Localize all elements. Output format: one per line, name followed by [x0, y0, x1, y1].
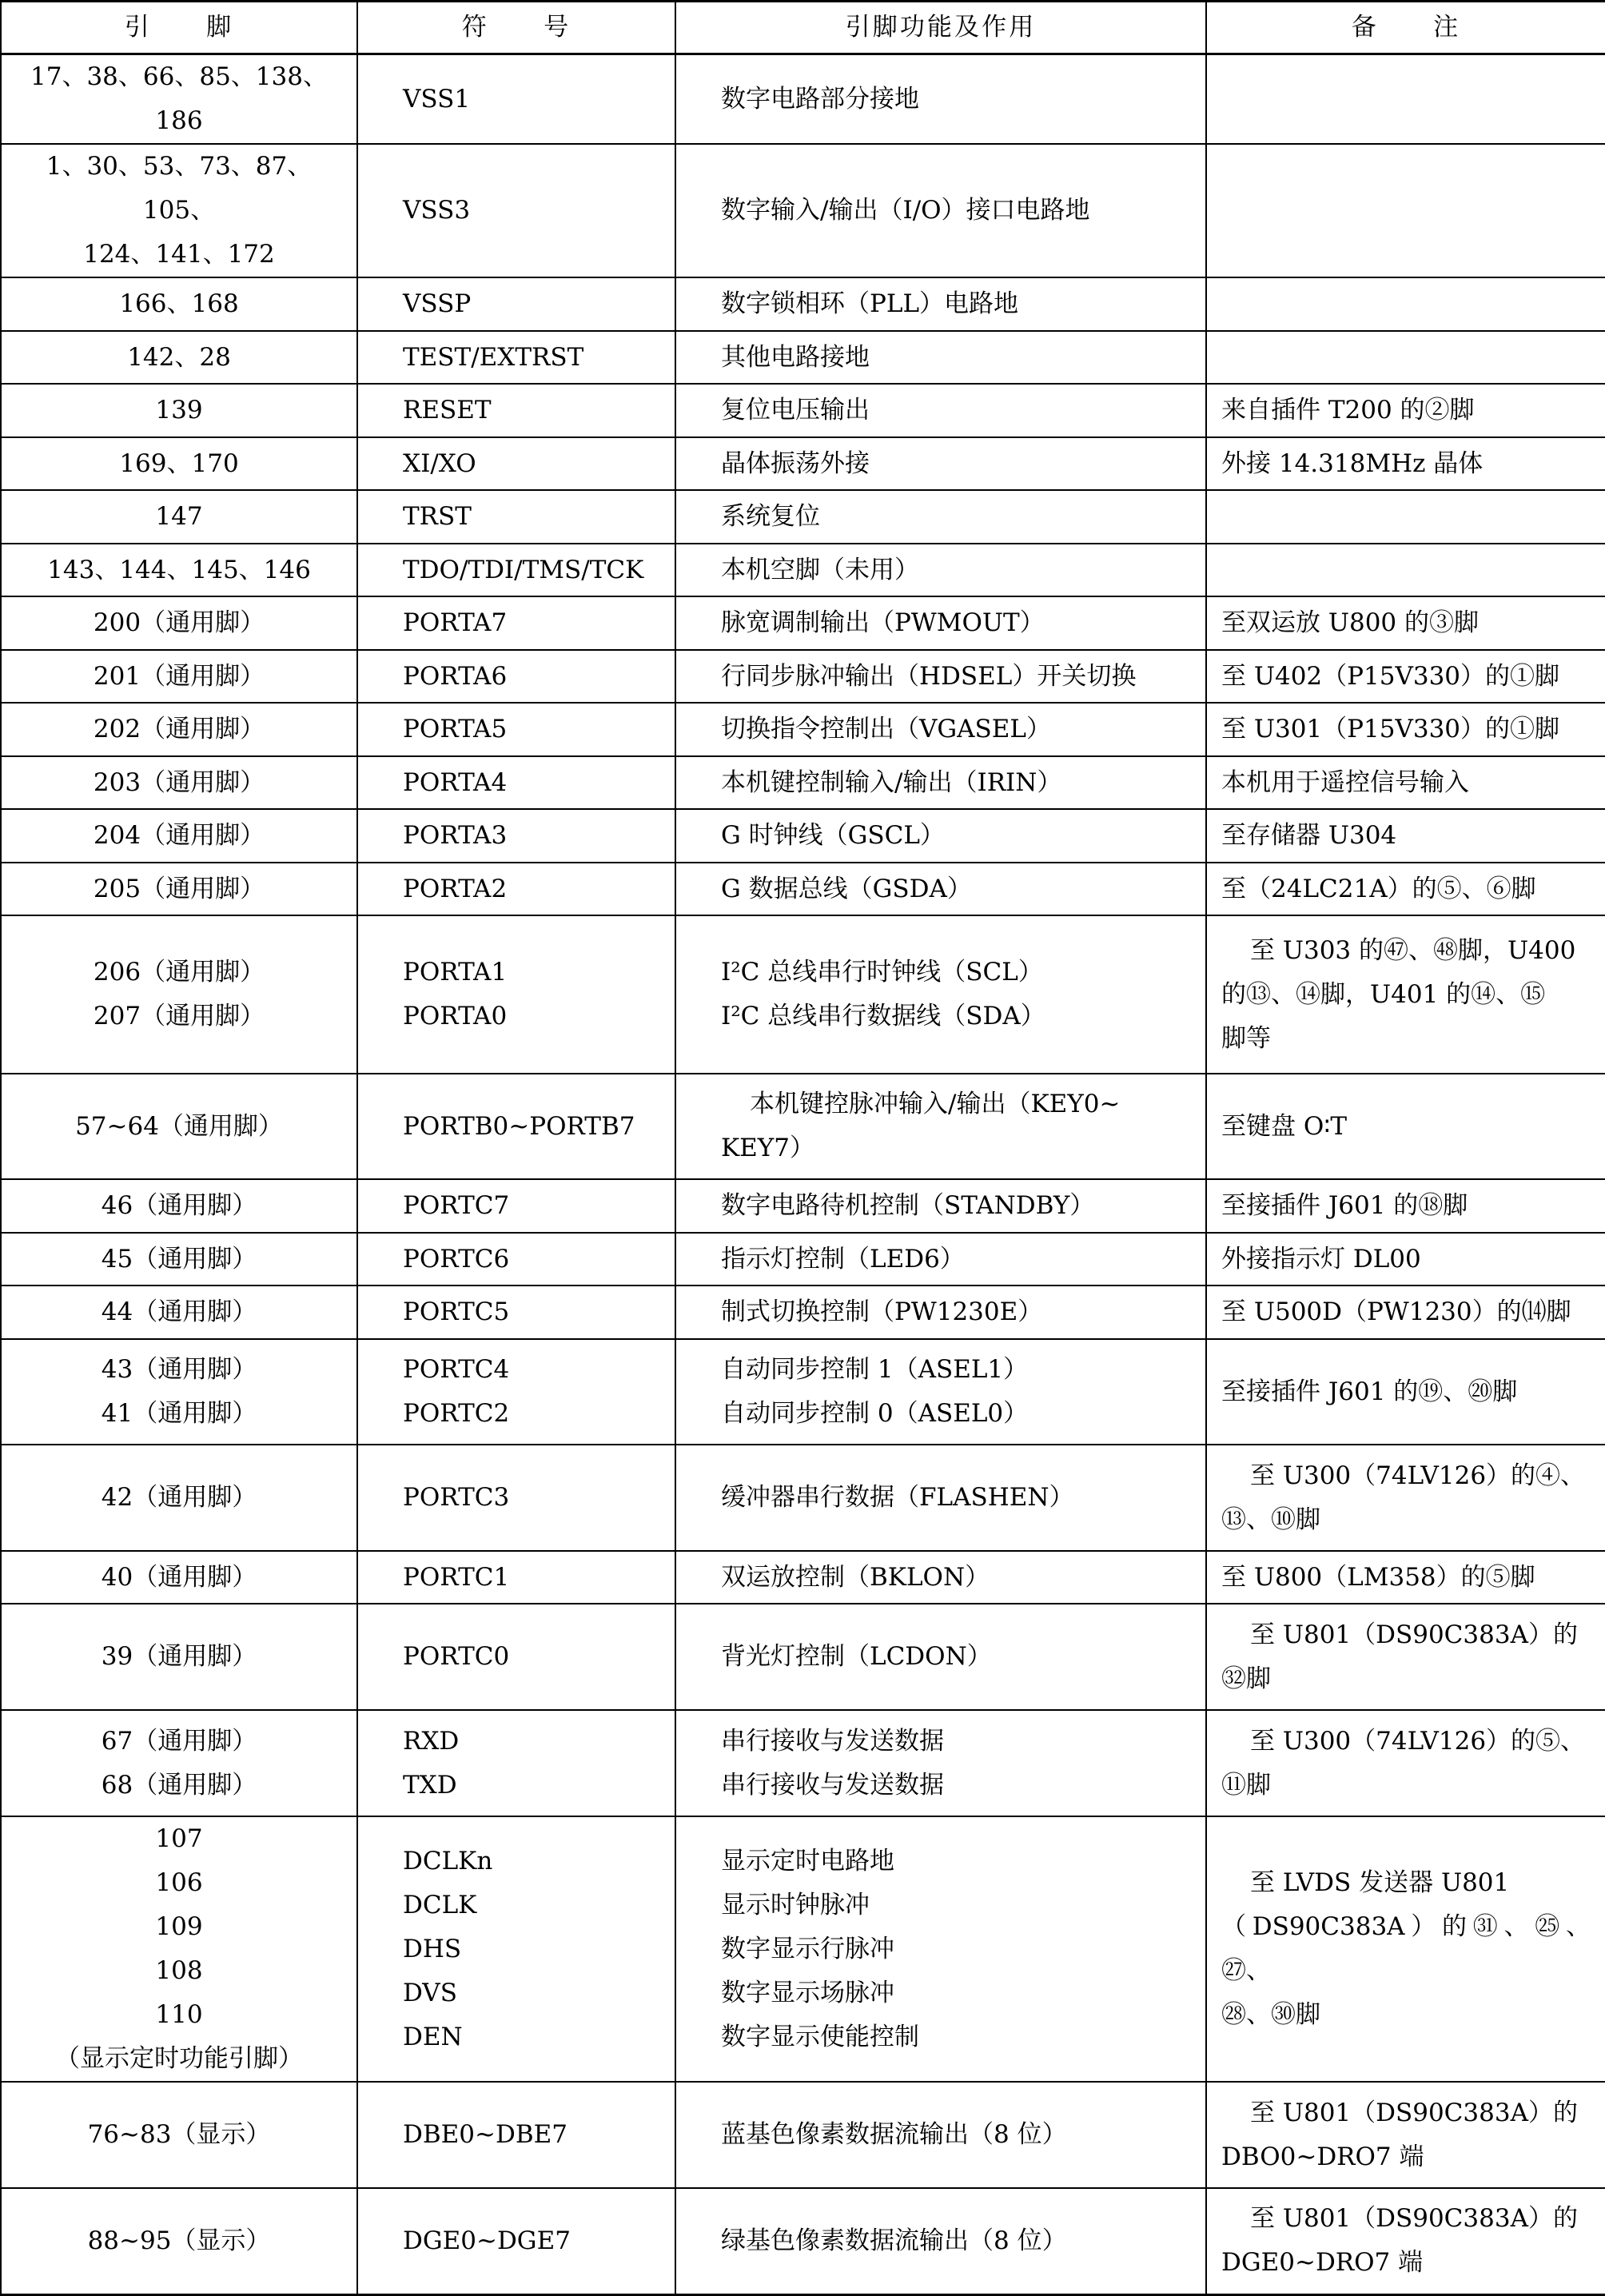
note-cell-line: 至键盘 O∶T [1221, 1111, 1348, 1141]
note-cell-line: 至 U303 的㊼、㊽脚，U400 [1250, 935, 1576, 965]
note-cell-line: 至接插件 J601 的⑲、⑳脚 [1221, 1377, 1518, 1406]
symbol-cell-line: RXD [403, 1726, 460, 1756]
function-cell [675, 863, 1206, 915]
symbol-cell-line: PORTA2 [403, 874, 508, 903]
function-cell-line: I²C 总线串行数据线（SDA） [721, 1002, 1045, 1030]
note-cell [1206, 1710, 1605, 1816]
function-cell-line: 背光灯控制（LCDON） [721, 1642, 992, 1671]
pin-cell-line: 45（通用脚） [101, 1244, 257, 1274]
table-row [1, 596, 1605, 650]
note-cell-line: ㉘、㉚脚 [1221, 2000, 1320, 2029]
table-row [1, 863, 1605, 915]
symbol-cell-line: PORTA5 [403, 715, 508, 743]
symbol-cell-line: PORTC7 [403, 1191, 510, 1220]
function-cell [675, 437, 1206, 490]
symbol-cell-line: PORTA1 [403, 958, 508, 987]
pin-cell-line: 201（通用脚） [93, 661, 265, 691]
symbol-cell [357, 331, 675, 384]
symbol-cell-line: PORTA7 [403, 608, 508, 637]
pin-cell [1, 650, 357, 703]
pin-cell-line: 41（通用脚） [101, 1399, 257, 1428]
function-cell-line: I²C 总线串行时钟线（SCL） [721, 958, 1043, 987]
table-row [1, 1233, 1605, 1286]
symbol-cell [357, 277, 675, 331]
note-cell [1206, 1551, 1605, 1604]
note-cell-line: DBO0~DRO7 端 [1221, 2142, 1424, 2171]
table-row [1, 490, 1605, 544]
symbol-cell-line: PORTA3 [403, 821, 508, 850]
note-cell [1206, 544, 1605, 596]
function-cell-line: 制式切换控制（PW1230E） [721, 1297, 1043, 1326]
pin-cell-line: 205（通用脚） [93, 874, 265, 903]
pin-cell [1, 809, 357, 863]
note-cell-line: 至 U800（LM358）的⑤脚 [1221, 1562, 1535, 1592]
symbol-cell [357, 650, 675, 703]
symbol-cell-line: PORTC0 [403, 1642, 510, 1671]
table-row [1, 1551, 1605, 1604]
function-cell [675, 1445, 1206, 1551]
table-row [1, 544, 1605, 596]
pin-cell [1, 277, 357, 331]
pin-cell-line: 39（通用脚） [101, 1642, 257, 1671]
table-row [1, 1339, 1605, 1445]
note-cell [1206, 384, 1605, 437]
function-cell-line: G 数据总线（GSDA） [721, 874, 972, 903]
note-cell [1206, 1233, 1605, 1286]
symbol-cell [357, 596, 675, 650]
note-cell-line: 至 U300（74LV126）的④、 [1250, 1461, 1586, 1490]
symbol-cell-line: TRST [403, 502, 472, 531]
function-cell-line: 本机空脚（未用） [721, 555, 919, 584]
symbol-cell-line: PORTC2 [403, 1399, 510, 1428]
table-row [1, 331, 1605, 384]
note-cell [1206, 863, 1605, 915]
pin-cell [1, 544, 357, 596]
pin-cell-line: 166、168 [119, 289, 239, 318]
pin-cell-line: 46（通用脚） [101, 1191, 257, 1220]
function-cell [675, 1074, 1206, 1179]
function-cell [675, 703, 1206, 756]
note-cell-line: 至 U402（P15V330）的①脚 [1221, 661, 1560, 691]
pin-cell-line: 43（通用脚） [101, 1355, 257, 1384]
note-cell-line: 的⑬、⑭脚，U401 的⑭、⑮ [1221, 979, 1546, 1009]
function-cell [675, 2188, 1206, 2294]
symbol-cell-line: PORTB0~PORTB7 [403, 1111, 635, 1141]
pin-cell-line: 203（通用脚） [93, 767, 265, 797]
function-cell-line: 数字电路部分接地 [721, 84, 919, 114]
function-cell [675, 650, 1206, 703]
note-cell-line: ⑬、⑩脚 [1221, 1505, 1320, 1534]
pin-cell-line: 207（通用脚） [93, 1002, 265, 1030]
pin-cell-line: 67（通用脚） [101, 1726, 257, 1756]
symbol-cell-line: DHS [403, 1934, 462, 1963]
symbol-cell-line: PORTA4 [403, 767, 508, 797]
pin-cell-line: 200（通用脚） [93, 608, 265, 637]
symbol-cell [357, 437, 675, 490]
function-cell [675, 1816, 1206, 2082]
symbol-cell-line: PORTA0 [403, 1002, 508, 1030]
function-cell-line: G 时钟线（GSCL） [721, 821, 945, 850]
pin-cell-line: 107 [155, 1824, 203, 1853]
table-row [1, 756, 1605, 809]
note-cell-line: DGE0~DRO7 端 [1221, 2248, 1424, 2278]
function-cell-line: 晶体振荡外接 [721, 448, 870, 478]
pin-cell [1, 437, 357, 490]
note-cell [1206, 2188, 1605, 2294]
symbol-cell-line: PORTC4 [403, 1355, 510, 1384]
function-cell-line: 数字显示使能控制 [721, 2022, 919, 2051]
note-cell-line: ㉜脚 [1221, 1664, 1271, 1693]
note-cell-line: 至接插件 J601 的⑱脚 [1221, 1191, 1468, 1220]
symbol-cell [357, 1445, 675, 1551]
note-cell [1206, 2082, 1605, 2188]
table-row [1, 144, 1605, 277]
note-cell [1206, 1604, 1605, 1710]
note-cell-line: 至存储器 U304 [1221, 821, 1397, 850]
symbol-cell [357, 384, 675, 437]
symbol-cell-line: DVS [403, 1978, 457, 2007]
pin-cell [1, 1286, 357, 1339]
pin-cell-line: （显示定时功能引脚） [55, 2044, 303, 2073]
function-cell [675, 809, 1206, 863]
table-row [1, 703, 1605, 756]
pin-cell [1, 1233, 357, 1286]
symbol-cell-line: VSSP [403, 289, 472, 318]
pin-cell [1, 703, 357, 756]
function-cell [675, 544, 1206, 596]
note-cell-line: 至 U500D（PW1230）的⒁脚 [1221, 1297, 1571, 1326]
note-cell [1206, 437, 1605, 490]
function-cell [675, 54, 1206, 145]
function-cell-line: 本机键控制输入/输出（IRIN） [721, 767, 1062, 797]
function-cell [675, 915, 1206, 1074]
symbol-cell [357, 544, 675, 596]
function-cell-line: 复位电压输出 [721, 396, 870, 425]
symbol-cell [357, 490, 675, 544]
note-cell-line: 至 U801（DS90C383A）的 [1250, 2098, 1578, 2127]
note-cell [1206, 650, 1605, 703]
table-row [1, 1074, 1605, 1179]
function-cell [675, 1179, 1206, 1233]
symbol-cell [357, 1286, 675, 1339]
note-cell [1206, 54, 1605, 145]
table-row [1, 437, 1605, 490]
function-cell-line: 缓冲器串行数据（FLASHEN） [721, 1483, 1074, 1512]
note-cell [1206, 1179, 1605, 1233]
function-cell [675, 384, 1206, 437]
symbol-cell [357, 1816, 675, 2082]
symbol-cell [357, 1179, 675, 1233]
note-cell [1206, 144, 1605, 277]
table-row [1, 650, 1605, 703]
note-cell-line: 至双运放 U800 的③脚 [1221, 608, 1480, 637]
pin-cell-line: 147 [155, 502, 203, 531]
pin-cell [1, 1604, 357, 1710]
pin-cell [1, 1179, 357, 1233]
note-cell-line: 至（24LC21A）的⑤、⑥脚 [1221, 874, 1536, 903]
note-cell-line: 至 LVDS 发送器 U801 [1250, 1868, 1510, 1897]
table-row [1, 1179, 1605, 1233]
pin-cell-line: 40（通用脚） [101, 1562, 257, 1592]
table-row [1, 384, 1605, 437]
function-cell-line: 系统复位 [721, 502, 820, 531]
symbol-cell [357, 2082, 675, 2188]
pin-cell [1, 1816, 357, 2082]
note-cell-line: 至 U301（P15V330）的①脚 [1221, 715, 1560, 743]
function-cell-line: 串行接收与发送数据 [721, 1726, 944, 1756]
note-cell-line: 脚等 [1221, 1023, 1271, 1053]
symbol-cell [357, 2188, 675, 2294]
pin-cell [1, 384, 357, 437]
function-cell [675, 1233, 1206, 1286]
table-header [1, 2, 1605, 54]
symbol-cell [357, 144, 675, 277]
symbol-cell [357, 1604, 675, 1710]
function-cell-line: 蓝基色像素数据流输出（8 位） [721, 2120, 1067, 2149]
pin-cell-line: 169、170 [119, 448, 239, 478]
pin-cell [1, 2188, 357, 2294]
pin-cell-line: 142、28 [127, 342, 231, 372]
header-pin: 引 脚 [1, 2, 357, 54]
symbol-cell-line: PORTC1 [403, 1562, 510, 1592]
note-cell [1206, 703, 1605, 756]
function-cell-line: 本机键控脉冲输入/输出（KEY0~ [750, 1090, 1121, 1118]
symbol-cell-line: DBE0~DBE7 [403, 2120, 568, 2149]
function-cell [675, 490, 1206, 544]
function-cell [675, 1551, 1206, 1604]
pin-cell [1, 756, 357, 809]
symbol-cell-line: PORTC5 [403, 1297, 510, 1326]
note-cell [1206, 1816, 1605, 2082]
function-cell-line: 显示定时电路地 [721, 1846, 894, 1875]
pin-cell [1, 1445, 357, 1551]
symbol-cell-line: TEST/EXTRST [403, 342, 584, 372]
function-cell [675, 1339, 1206, 1445]
pin-cell [1, 863, 357, 915]
pin-cell-line: 143、144、145、146 [47, 555, 311, 584]
symbol-cell [357, 1074, 675, 1179]
table-row [1, 1710, 1605, 1816]
function-cell-line: 数字输入/输出（I/O）接口电路地 [721, 196, 1090, 225]
symbol-cell-line: DCLKn [403, 1846, 493, 1875]
symbol-cell-line: PORTA6 [403, 661, 508, 691]
pin-cell-line: 124、141、172 [83, 240, 275, 269]
pin-cell-line: 1、30、53、73、87、105、 [46, 152, 313, 225]
pin-cell-line: 17、38、66、85、138、186 [30, 62, 328, 135]
pin-cell-line: 108 [155, 1956, 203, 1985]
table-row [1, 915, 1605, 1074]
note-cell [1206, 1286, 1605, 1339]
note-cell-line: 至 U801（DS90C383A）的 [1250, 1620, 1578, 1649]
pin-cell [1, 1710, 357, 1816]
note-cell-line: （DS90C383A）的㉛、㉕、㉗、 [1221, 1912, 1591, 1985]
function-cell-line: 数字电路待机控制（STANDBY） [721, 1191, 1095, 1220]
symbol-cell-line: XI/XO [403, 448, 476, 478]
table-row [1, 809, 1605, 863]
symbol-cell [357, 915, 675, 1074]
table-row [1, 2082, 1605, 2188]
function-cell-line: 串行接收与发送数据 [721, 1770, 944, 1800]
note-cell [1206, 809, 1605, 863]
note-cell-line: 外接指示灯 DL00 [1221, 1244, 1421, 1274]
function-cell-line: KEY7） [721, 1134, 814, 1162]
table-row [1, 1445, 1605, 1551]
note-cell-line: 本机用于遥控信号输入 [1221, 767, 1469, 797]
pin-cell-line: 76~83（显示） [87, 2120, 271, 2149]
pin-cell-line: 106 [155, 1868, 203, 1897]
header-symbol: 符 号 [357, 2, 675, 54]
pin-cell [1, 1339, 357, 1445]
pin-cell-line: 110 [155, 2000, 203, 2029]
note-cell [1206, 277, 1605, 331]
pin-cell [1, 1551, 357, 1604]
header-note: 备 注 [1206, 2, 1605, 54]
symbol-cell [357, 703, 675, 756]
table-row [1, 1816, 1605, 2082]
pin-cell [1, 331, 357, 384]
symbol-cell-line: TXD [403, 1770, 457, 1800]
table-row [1, 2188, 1605, 2294]
function-cell-line: 其他电路接地 [721, 342, 870, 372]
note-cell-line: 至 U300（74LV126）的⑤、 [1250, 1726, 1586, 1756]
function-cell [675, 144, 1206, 277]
table-row [1, 54, 1605, 145]
note-cell [1206, 490, 1605, 544]
function-cell [675, 2082, 1206, 2188]
symbol-cell-line: RESET [403, 396, 492, 425]
pin-cell [1, 1074, 357, 1179]
pin-cell-line: 44（通用脚） [101, 1297, 257, 1326]
note-cell-line: ⑪脚 [1221, 1770, 1271, 1800]
pin-cell [1, 54, 357, 145]
table-row [1, 1286, 1605, 1339]
symbol-cell [357, 863, 675, 915]
pin-cell-line: 202（通用脚） [93, 715, 265, 743]
function-cell [675, 1710, 1206, 1816]
pin-cell-line: 57~64（通用脚） [75, 1111, 283, 1141]
symbol-cell-line: DEN [403, 2022, 463, 2051]
symbol-cell-line: PORTC3 [403, 1483, 510, 1512]
function-cell-line: 切换指令控制出（VGASEL） [721, 715, 1051, 743]
symbol-cell-line: DCLK [403, 1890, 477, 1919]
symbol-cell-line: DGE0~DGE7 [403, 2226, 571, 2255]
note-cell [1206, 915, 1605, 1074]
note-cell-line: 外接 14.318MHz 晶体 [1221, 448, 1484, 478]
symbol-cell [357, 1233, 675, 1286]
pin-cell-line: 109 [155, 1912, 203, 1941]
symbol-cell [357, 756, 675, 809]
pin-cell-line: 42（通用脚） [101, 1483, 257, 1512]
symbol-cell-line: VSS1 [403, 84, 471, 114]
header-function: 引脚功能及作用 [675, 2, 1206, 54]
symbol-cell [357, 1551, 675, 1604]
table-body [1, 54, 1605, 2295]
pin-cell-line: 68（通用脚） [101, 1770, 257, 1800]
function-cell-line: 脉宽调制输出（PWMOUT） [721, 608, 1045, 637]
symbol-cell-line: TDO/TDI/TMS/TCK [403, 555, 644, 584]
function-cell [675, 756, 1206, 809]
function-cell [675, 331, 1206, 384]
table-row [1, 1604, 1605, 1710]
function-cell-line: 数字显示行脉冲 [721, 1934, 894, 1963]
pin-cell [1, 2082, 357, 2188]
function-cell-line: 指示灯控制（LED6） [721, 1244, 965, 1274]
function-cell-line: 自动同步控制 1（ASEL1） [721, 1355, 1029, 1384]
note-cell [1206, 756, 1605, 809]
note-cell [1206, 331, 1605, 384]
function-cell-line: 双运放控制（BKLON） [721, 1562, 990, 1592]
pin-cell [1, 490, 357, 544]
note-cell-line: 至 U801（DS90C383A）的 [1250, 2204, 1578, 2234]
function-cell [675, 1604, 1206, 1710]
function-cell [675, 1286, 1206, 1339]
function-cell-line: 数字显示场脉冲 [721, 1978, 894, 2007]
function-cell [675, 277, 1206, 331]
pin-cell-line: 204（通用脚） [93, 821, 265, 850]
note-cell-line: 来自插件 T200 的②脚 [1221, 396, 1475, 425]
note-cell [1206, 596, 1605, 650]
note-cell [1206, 1074, 1605, 1179]
function-cell-line: 绿基色像素数据流输出（8 位） [721, 2226, 1067, 2255]
function-cell-line: 数字锁相环（PLL）电路地 [721, 289, 1019, 318]
note-cell [1206, 1339, 1605, 1445]
function-cell [675, 596, 1206, 650]
symbol-cell-line: VSS3 [403, 196, 471, 225]
pin-cell-line: 139 [155, 396, 203, 425]
symbol-cell [357, 54, 675, 145]
function-cell-line: 自动同步控制 0（ASEL0） [721, 1399, 1029, 1428]
symbol-cell-line: PORTC6 [403, 1244, 510, 1274]
pin-cell-line: 88~95（显示） [87, 2226, 271, 2255]
symbol-cell [357, 1339, 675, 1445]
table-row [1, 277, 1605, 331]
pin-cell-line: 206（通用脚） [93, 958, 265, 987]
pin-cell [1, 596, 357, 650]
pin-cell [1, 144, 357, 277]
symbol-cell [357, 809, 675, 863]
symbol-cell [357, 1710, 675, 1816]
function-cell-line: 行同步脉冲输出（HDSEL）开关切换 [721, 661, 1137, 691]
note-cell [1206, 1445, 1605, 1551]
function-cell-line: 显示时钟脉冲 [721, 1890, 870, 1919]
pin-cell [1, 915, 357, 1074]
